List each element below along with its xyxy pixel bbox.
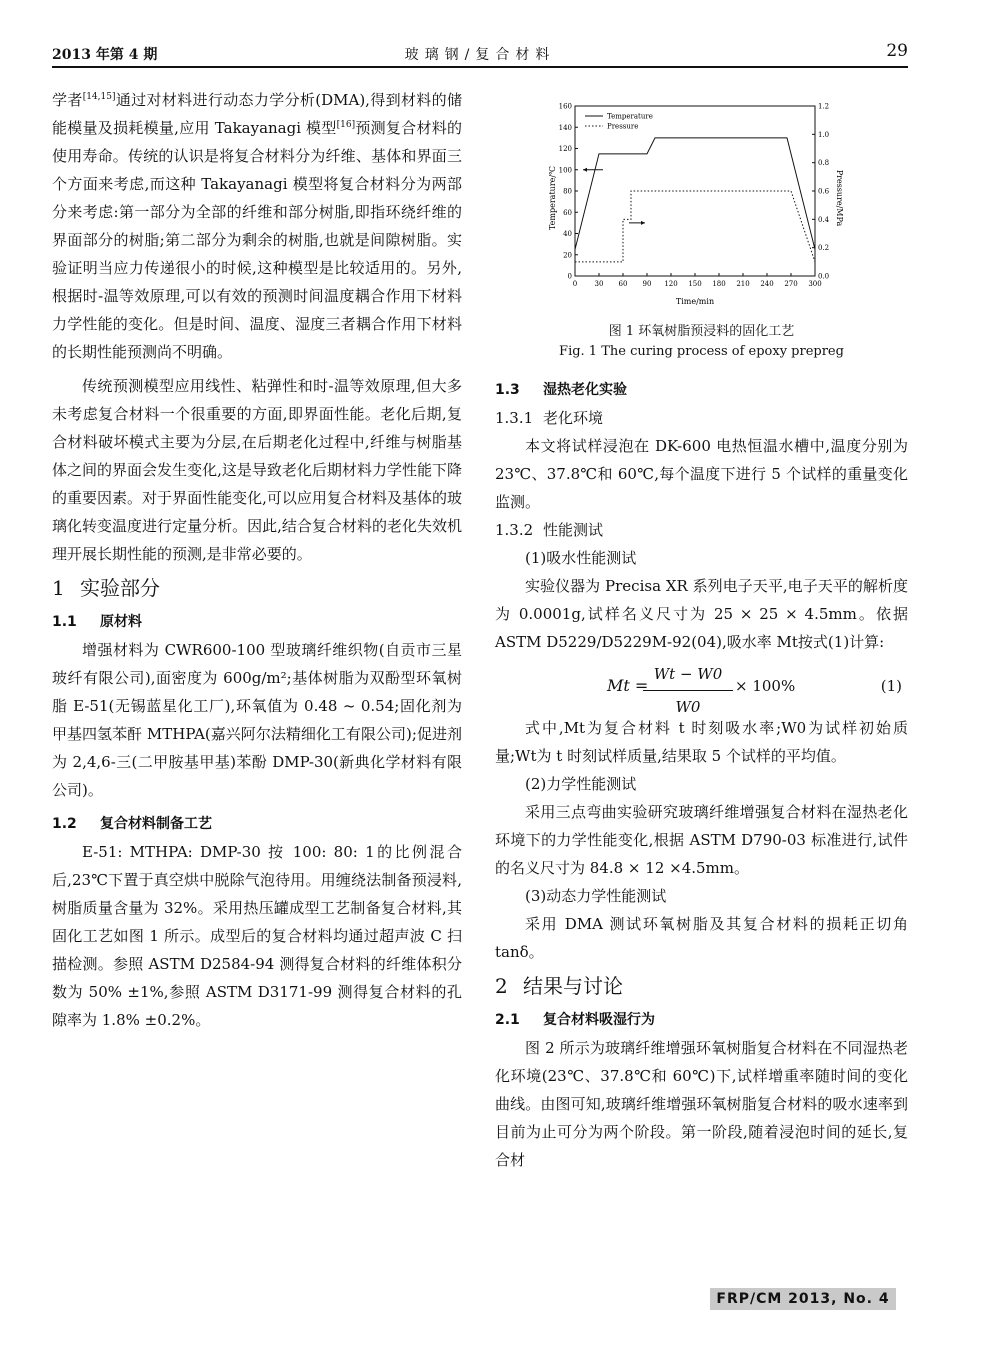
journal-footer-badge: FRP/CM 2013, No. 4 bbox=[710, 1288, 896, 1310]
section-title: 结果与讨论 bbox=[523, 974, 623, 998]
section-number: 1.3 bbox=[495, 382, 520, 398]
y-tick-label: 40 bbox=[563, 230, 572, 238]
paragraph: E-51: MTHPA: DMP-30 按 100: 80: 1的比例混合后,23℃下置于真空烘中脱除气泡待用。用缠绕法制备预浸料,树脂质量含量为 32%。采用热压罐成型工艺制备复合材料,其固化工艺如图 1 所示。成型后的复合材料均通过超声波 C 扫描检测。参照 ASTM D2584-94 测得复合材料的纤维体积分数为 50% ±1%,参照 ASTM D3171-99 测得复合材料的孔隙率为 1.8% ±0.2%。 bbox=[52, 843, 462, 1029]
formula-denominator: W0 bbox=[675, 698, 701, 716]
x-tick-label: 120 bbox=[664, 280, 678, 288]
section-title: 复合材料制备工艺 bbox=[100, 816, 212, 832]
subsubsection-heading bbox=[495, 404, 908, 432]
y-tick-label: 60 bbox=[563, 208, 572, 217]
y-axis-right-label: Pressure/MPa bbox=[835, 169, 844, 227]
running-header bbox=[52, 36, 908, 68]
subsection-heading bbox=[495, 376, 908, 404]
plot-frame bbox=[575, 106, 815, 276]
section-number: 1 bbox=[52, 576, 65, 600]
subsection-heading bbox=[495, 1006, 908, 1034]
paragraph-intro bbox=[52, 86, 462, 366]
paragraph: 本文将试样浸泡在 DK-600 电热恒温水槽中,温度分别为 23℃、37.8℃和 60℃,每个温度下进行 5 个试样的重量变化监测。 bbox=[495, 437, 908, 511]
series-line-pressure bbox=[575, 191, 815, 262]
list-item: (3)动态力学性能测试 bbox=[525, 887, 667, 905]
y-tick-label: 160 bbox=[558, 102, 572, 111]
paragraph: 采用三点弯曲实验研究玻璃纤维增强复合材料在湿热老化环境下的力学性能变化,根据 ASTM D790-03 标准进行,试件的名义尺寸为 84.8 × 12 ×4.5mm。 bbox=[495, 803, 908, 877]
x-tick-label: 180 bbox=[712, 280, 726, 288]
section-number: 1.3.1 bbox=[495, 409, 534, 427]
paragraph: 传统预测模型应用线性、粘弹性和时-温等效原理,但大多未考虑复合材料一个很重要的方面,即界面性能。老化后期,复合材料破坏模式主要为分层,在后期老化过程中,纤维与树脂基体之间的界面会发生变化,这是导致老化后期材料力学性能下降的重要因素。对于界面性能变化,可以应用复合材料及基体的玻璃化转变温度进行定量分析。因此,结合复合材料的老化失效机理开展长期性能的预测,是非常必要的。 bbox=[52, 377, 462, 563]
section-number: 2.1 bbox=[495, 1012, 520, 1028]
x-tick-label: 90 bbox=[642, 280, 652, 288]
y-tick-label: 100 bbox=[558, 166, 572, 175]
x-tick-label: 60 bbox=[618, 280, 628, 288]
curing-process-chart bbox=[545, 98, 845, 308]
text-run: 预测复合材料的使用寿命。传统的认识是将复合材料分为纤维、基体和界面三个方面来考虑,而这种 Takayanagi 模型将复合材料分为两部分来考虑:第一部分为全部的纤维和部分树脂,即指环绕纤维的界面部分的树脂;第二部分为剩余的树脂,也就是间隙树脂。实验证明当应力传递很小的时候,这种模型是比较适用的。另外,根据时-温等效原理,可以有效的预测时间温度耦合作用下材料力学性能的变化。但是时间、温度、湿度三者耦合作用下材料的长期性能预测尚不明确。 bbox=[52, 119, 462, 361]
section-number: 1.3.2 bbox=[495, 521, 534, 539]
section-title: 湿热老化实验 bbox=[543, 382, 627, 398]
section-heading bbox=[52, 570, 462, 606]
formula-rhs: × 100% bbox=[735, 677, 796, 695]
x-axis-label: Time/min bbox=[675, 297, 715, 306]
x-tick-label: 0 bbox=[572, 280, 578, 288]
chart-legend bbox=[585, 113, 653, 131]
x-tick-label: 300 bbox=[808, 280, 822, 288]
y-tick-label: 0 bbox=[567, 272, 572, 281]
figure-caption-en: Fig. 1 The curing process of epoxy prepreg bbox=[559, 344, 844, 359]
formula-fraction bbox=[643, 660, 733, 721]
x-tick-label: 210 bbox=[736, 280, 750, 288]
formula-lhs: Mt = bbox=[607, 676, 649, 695]
paragraph: 实验仪器为 Precisa XR 系列电子天平,电子天平的解析度为 0.0001g,试样名义尺寸为 25 × 25 × 4.5mm。依据 ASTM D5229/D5229M-92(04),吸水率 Mt按式(1)计算: bbox=[495, 577, 908, 651]
list-item: (2)力学性能测试 bbox=[525, 775, 637, 793]
list-item: (1)吸水性能测试 bbox=[525, 549, 637, 567]
y-tick-label: 80 bbox=[563, 187, 572, 196]
y-tick-label: 20 bbox=[563, 251, 572, 260]
journal-title: 玻璃钢/复合材料 bbox=[404, 47, 556, 63]
page-number: 29 bbox=[886, 41, 908, 61]
section-number: 2 bbox=[495, 974, 508, 998]
citation: [16] bbox=[336, 120, 356, 130]
y-axis-label: Temperature/℃ bbox=[548, 165, 557, 231]
subsection-heading bbox=[52, 810, 462, 838]
section-title: 复合材料吸湿行为 bbox=[543, 1012, 655, 1028]
y-right-tick-label: 0.0 bbox=[818, 272, 830, 281]
series-line-temperature bbox=[575, 138, 815, 250]
x-tick-label: 30 bbox=[594, 280, 604, 288]
text-run: 通过对材料进行动态力学分析(DMA),得到材料的储能模量及损耗模量,应用 Takayanagi 模型 bbox=[52, 91, 462, 137]
legend-label-pressure: Pressure bbox=[607, 122, 639, 131]
legend-label-temperature: Temperature bbox=[607, 112, 653, 121]
paragraph: 采用 DMA 测试环氧树脂及其复合材料的损耗正切角 tanδ。 bbox=[495, 915, 908, 961]
subsection-heading bbox=[52, 608, 462, 636]
section-title: 性能测试 bbox=[543, 521, 604, 539]
paragraph: 图 2 所示为玻璃纤维增强环氧树脂复合材料在不同湿热老化环境(23℃、37.8℃和 60℃)下,试样增重率随时间的变化曲线。由图可知,玻璃纤维增强环氧树脂复合材料的吸水速率到目前为止可分为两个阶段。第一阶段,随着浸泡时间的延长,复合材 bbox=[495, 1039, 908, 1169]
y-tick-label: 140 bbox=[558, 123, 572, 132]
section-number: 1.2 bbox=[52, 816, 77, 832]
right-column bbox=[495, 98, 908, 1174]
y-right-tick-label: 1.2 bbox=[818, 102, 830, 111]
section-heading bbox=[495, 968, 908, 1004]
pressure-axis-arrowhead bbox=[641, 221, 645, 225]
figure-1 bbox=[495, 98, 908, 376]
chart-series bbox=[575, 138, 815, 262]
section-number: 1.1 bbox=[52, 614, 77, 630]
paragraph: 增强材料为 CWR600-100 型玻璃纤维织物(自贡市三星玻纤有限公司),面密度为 600g/m²;基体树脂为双酚型环氧树脂 E-51(无锡蓝星化工厂),环氧值为 0.48 ~ 0.54;固化剂为甲基四氢苯酐 MTHPA(嘉兴阿尔法精细化工有限公司);促进剂为 2,4,6-三(二甲胺基甲基)苯酚 DMP-30(新典化学材料有限公司)。 bbox=[52, 641, 462, 799]
left-column bbox=[52, 86, 462, 1034]
section-title: 原材料 bbox=[100, 614, 142, 630]
text-run: 学者 bbox=[52, 91, 83, 109]
y-right-tick-label: 1.0 bbox=[818, 130, 830, 139]
y-right-tick-label: 0.2 bbox=[818, 244, 830, 253]
y-right-tick-label: 0.4 bbox=[818, 215, 830, 224]
subsubsection-heading bbox=[495, 516, 908, 544]
x-tick-label: 150 bbox=[688, 280, 702, 288]
y-right-tick-label: 0.6 bbox=[818, 187, 830, 196]
figure-caption-cn: 图 1 环氧树脂预浸料的固化工艺 bbox=[608, 324, 795, 339]
citation: [14,15] bbox=[82, 92, 116, 102]
x-tick-label: 270 bbox=[784, 280, 798, 288]
paragraph: 式中,Mt为复合材料 t 时刻吸水率;W0为试样初始质量;Wt为 t 时刻试样质量,结果取 5 个试样的平均值。 bbox=[495, 719, 908, 765]
journal-issue: 2013 年第 4 期 bbox=[52, 47, 158, 63]
temperature-axis-arrowhead bbox=[583, 168, 587, 172]
chart-axes bbox=[559, 103, 830, 289]
fraction-bar bbox=[643, 690, 733, 691]
equation-number: (1) bbox=[880, 677, 902, 695]
formula-numerator: Wt − W0 bbox=[653, 665, 723, 683]
y-tick-label: 120 bbox=[558, 145, 572, 153]
section-title: 老化环境 bbox=[543, 409, 604, 427]
y-right-tick-label: 0.8 bbox=[818, 159, 830, 168]
x-tick-label: 240 bbox=[760, 280, 774, 288]
equation-1 bbox=[495, 656, 908, 714]
section-title: 实验部分 bbox=[80, 576, 160, 600]
